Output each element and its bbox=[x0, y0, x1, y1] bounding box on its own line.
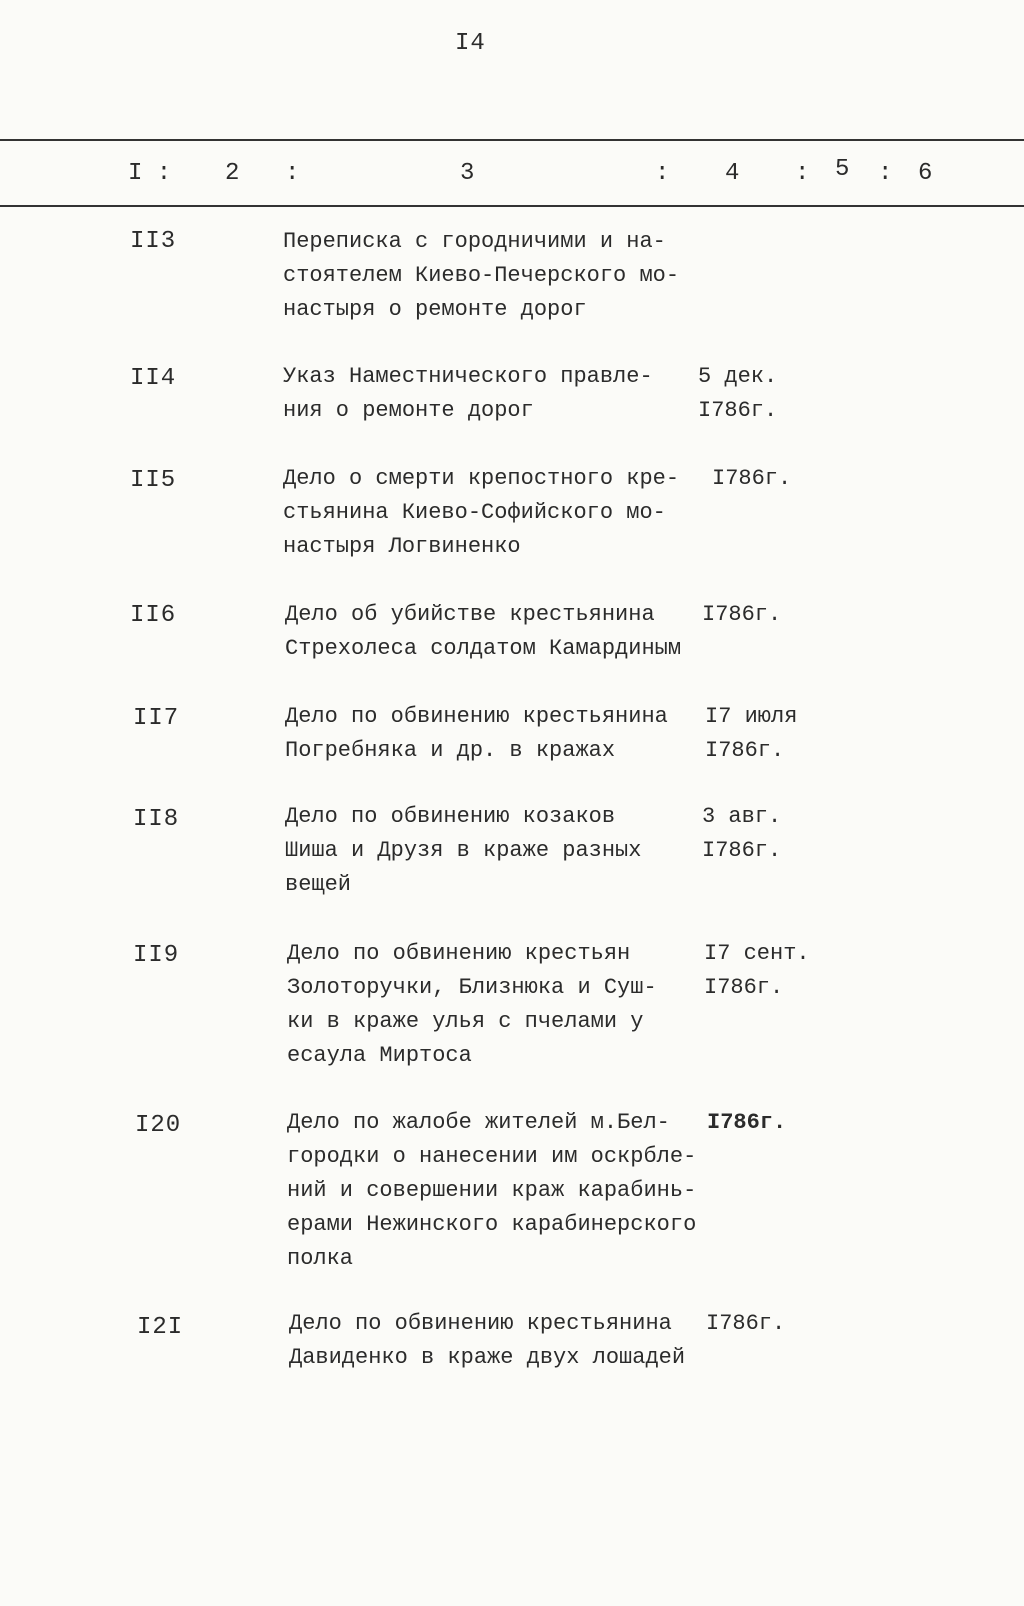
entry-date: 3 авг. I786г. bbox=[702, 804, 782, 863]
header-col-4: 4 bbox=[725, 160, 740, 187]
entry-description: Дело по обвинению крестьян Золоторучки, Близнюка и Суш- ки в краже улья с пчелами у есаула Миртоса bbox=[287, 941, 657, 1068]
entry-description: Дело об убийстве крестьянина Стрехолеса солдатом Камардиным bbox=[285, 602, 682, 661]
entry-date: I786г. bbox=[706, 1311, 786, 1336]
entry-number: II8 bbox=[133, 806, 180, 833]
entry-description: Дело по обвинению козаков Шиша и Друзя в краже разных вещей bbox=[285, 804, 642, 897]
entry-number: II7 bbox=[133, 705, 180, 732]
header-bottom-rule bbox=[0, 205, 1024, 207]
header-col-2: 2 bbox=[225, 160, 240, 187]
header-col-5: 5 bbox=[835, 156, 850, 183]
header-col-6: 6 bbox=[918, 160, 933, 187]
entry-date: 5 дек. I786г. bbox=[698, 364, 778, 423]
entry-description: Дело по обвинению крестьянина Давиденко в краже двух лошадей bbox=[289, 1311, 686, 1370]
entry-number: II6 bbox=[130, 602, 177, 629]
header-top-rule bbox=[0, 139, 1024, 141]
header-sep-4: : bbox=[795, 160, 810, 187]
header-col-1: I : bbox=[128, 160, 172, 187]
entry-date: I786г. bbox=[702, 602, 782, 627]
header-sep-3: : bbox=[655, 160, 670, 187]
entry-number: I2I bbox=[137, 1314, 184, 1341]
entry-number: II5 bbox=[130, 467, 177, 494]
header-sep-5: : bbox=[878, 160, 893, 187]
header-sep-2: : bbox=[285, 160, 300, 187]
entry-date: I786г. bbox=[712, 466, 792, 491]
entry-number: II3 bbox=[130, 228, 177, 255]
entry-number: II9 bbox=[133, 942, 180, 969]
entry-number: I20 bbox=[135, 1112, 182, 1139]
entry-date: I7 июля I786г. bbox=[705, 704, 798, 763]
page-number: I4 bbox=[455, 30, 486, 57]
header-col-3: 3 bbox=[460, 160, 475, 187]
entry-date: I7 сент. I786г. bbox=[704, 941, 810, 1000]
entry-date: I786г. bbox=[707, 1110, 787, 1135]
entry-description: Дело по обвинению крестьянина Погребняка и др. в кражах bbox=[285, 704, 668, 763]
entry-number: II4 bbox=[130, 365, 177, 392]
entry-description: Дело по жалобе жителей м.Бел- городки о нанесении им оскрбле- ний и совершении краж карабинь- ерами Нежинского карабинерского полка bbox=[287, 1110, 697, 1271]
entry-description: Дело о смерти крепостного кре- стьянина Киево-Софийского мо- настыря Логвиненко bbox=[283, 466, 680, 559]
entry-description: Указ Наместнического правле- ния о ремонте дорог bbox=[283, 364, 653, 423]
entry-description: Переписка с городничими и на- стоятелем Киево-Печерского мо- настыря о ремонте дорог bbox=[283, 229, 680, 322]
